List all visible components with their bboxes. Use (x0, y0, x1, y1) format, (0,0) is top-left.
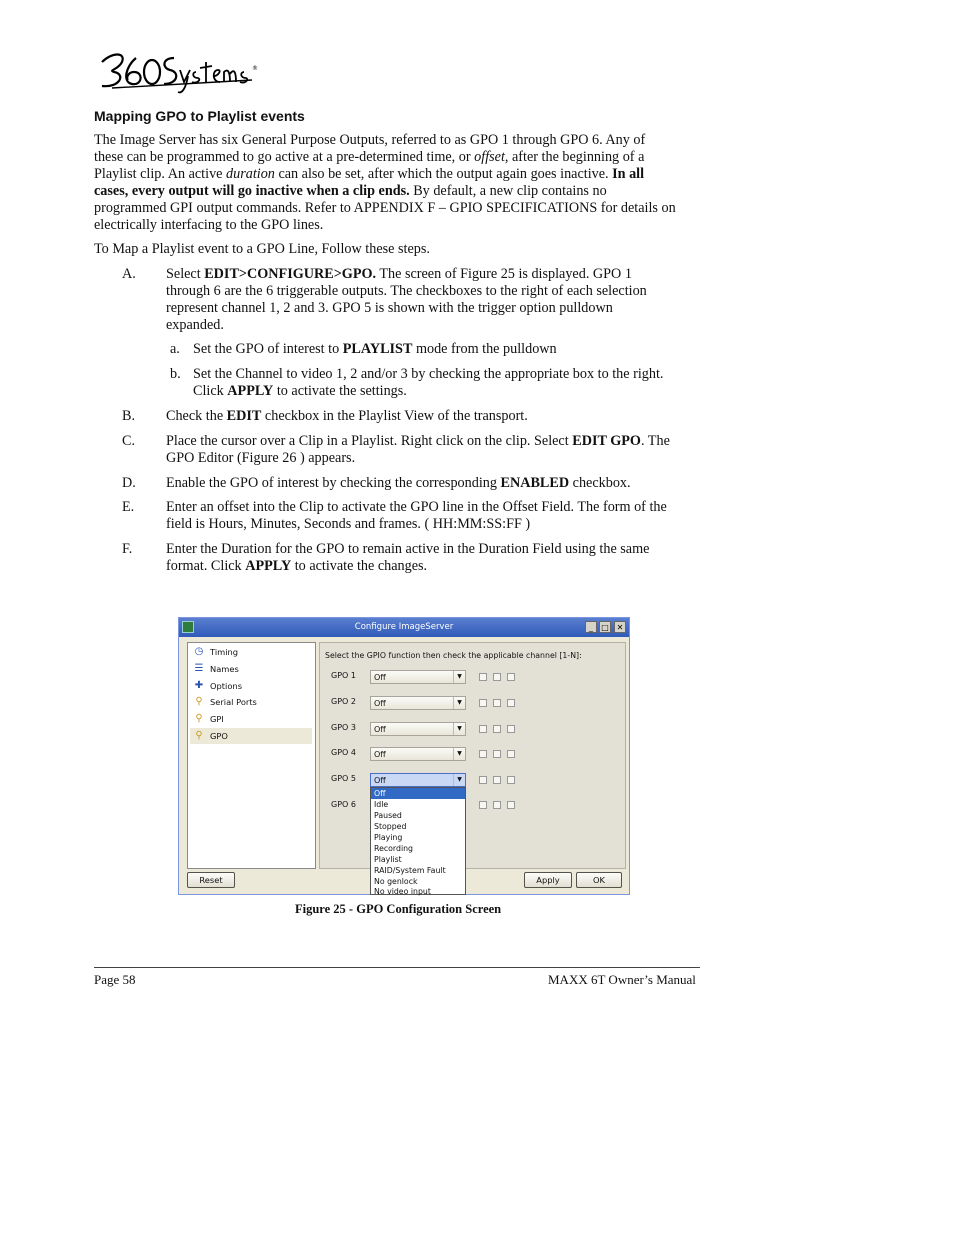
ok-button[interactable]: OK (576, 872, 622, 888)
gpo-2-channel-3-checkbox[interactable] (507, 699, 515, 707)
intro-line-6: electrically interfacing to the GPO lines. (94, 217, 324, 233)
window-title: Configure ImageServer (354, 622, 454, 632)
gpo-5-select[interactable]: Off ▼ (370, 773, 466, 787)
gpo-6-channel-1-checkbox[interactable] (479, 801, 487, 809)
port-icon: ⚲ (195, 696, 203, 707)
step-letter-A: A. (122, 266, 136, 282)
gpo-4-channel-1-checkbox[interactable] (479, 750, 487, 758)
footer-divider (94, 967, 700, 968)
nav-item-gpo[interactable]: ⚲ GPO (190, 728, 312, 744)
step-letter-F: F. (122, 541, 133, 557)
dropdown-option-stopped[interactable]: Stopped (374, 822, 407, 831)
gpo-4-channel-3-checkbox[interactable] (507, 750, 515, 758)
settings-nav-panel (187, 642, 316, 869)
step-B-text: Check the EDIT checkbox in the Playlist View of the transport. (166, 408, 528, 424)
gpo-1-channel-2-checkbox[interactable] (493, 673, 501, 681)
gpo-6-channel-2-checkbox[interactable] (493, 801, 501, 809)
dropdown-option-raid-system-fault[interactable]: RAID/System Fault (374, 866, 446, 875)
gpo-5-channel-3-checkbox[interactable] (507, 776, 515, 784)
configure-window-screenshot (178, 617, 630, 895)
chevron-down-icon: ▼ (453, 748, 465, 760)
nav-item-timing[interactable]: ◷ Timing (194, 646, 239, 657)
chevron-down-icon: ▼ (453, 723, 465, 735)
gpo-5-dropdown-list (370, 787, 466, 895)
gpo-2-select[interactable]: Off ▼ (370, 696, 466, 710)
step-D-text: Enable the GPO of interest by checking the corresponding ENABLED checkbox. (166, 475, 631, 491)
gpo-5-channel-2-checkbox[interactable] (493, 776, 501, 784)
chevron-down-icon: ▼ (453, 774, 465, 786)
nav-item-serial-ports[interactable]: ⚲ Serial Ports (190, 694, 312, 710)
maximize-button[interactable]: □ (599, 621, 611, 633)
step-letter-C: C. (122, 433, 136, 449)
minimize-button[interactable]: _ (585, 621, 597, 633)
step-C-text: Place the cursor over a Clip in a Playlist. Right click on the clip. Select EDIT GPO. The GPO Editor (Figure 26 ) appears. (166, 433, 670, 466)
nav-item-options[interactable]: ✚ Options (194, 680, 243, 691)
step-letter-a: a. (170, 341, 180, 357)
gpo-6-label: GPO 6 (331, 800, 356, 809)
gpo-1-label: GPO 1 (331, 671, 356, 680)
dropdown-option-idle[interactable]: Idle (374, 800, 389, 809)
nav-item-names[interactable]: ☰ Names (194, 663, 239, 674)
gpo-6-channel-3-checkbox[interactable] (507, 801, 515, 809)
dropdown-option-no-video-input[interactable]: No video input (374, 887, 431, 896)
chevron-down-icon: ▼ (453, 671, 465, 683)
dropdown-option-recording[interactable]: Recording (374, 844, 413, 853)
window-titlebar (179, 618, 629, 637)
gpo-3-select[interactable]: Off ▼ (370, 722, 466, 736)
reset-button[interactable]: Reset (187, 872, 235, 888)
dropdown-option-playing[interactable]: Playing (374, 833, 403, 842)
puzzle-icon: ✚ (194, 680, 204, 691)
gpo-3-channel-1-checkbox[interactable] (479, 725, 487, 733)
dropdown-option-paused[interactable]: Paused (374, 811, 402, 820)
step-letter-E: E. (122, 499, 135, 515)
intro-line-3: Playlist clip. An active duration can also be set, after which the output again goes inactive. In all (94, 166, 645, 182)
gpo-5-label: GPO 5 (331, 774, 356, 783)
gpo-2-label: GPO 2 (331, 697, 356, 706)
gpo-1-select[interactable]: Off ▼ (370, 670, 466, 684)
intro-paragraph (94, 132, 714, 234)
dropdown-option-no-genlock[interactable]: No genlock (374, 877, 418, 886)
intro-line-2: these can be programmed to go active at a pre-determined time, or offset, after the beginning of a (94, 149, 645, 165)
nav-item-gpi[interactable]: ⚲ GPI (190, 711, 312, 727)
gpo-3-label: GPO 3 (331, 723, 356, 732)
step-E-text: Enter an offset into the Clip to activate the GPO line in the Offset Field. The form of the field is Hours, Minutes, Seconds and frames. ( HH:MM:SS:FF ) (166, 499, 667, 532)
gpo-5-channel-1-checkbox[interactable] (479, 776, 487, 784)
to-map-text: To Map a Playlist event to a GPO Line, Follow these steps. (94, 241, 430, 257)
intro-line-1: The Image Server has six General Purpose Outputs, referred to as GPO 1 through GPO 6. Any of (94, 132, 646, 148)
app-icon (182, 621, 194, 633)
step-b-text: Set the Channel to video 1, 2 and/or 3 by checking the appropriate box to the right. Click APPLY to activate the settings. (193, 366, 664, 399)
registered-mark: ® (252, 65, 258, 72)
manual-title: MAXX 6T Owner’s Manual (548, 972, 696, 987)
gpio-instruction: Select the GPIO function then check the applicable channel [1-N]: (325, 651, 582, 660)
gpo-4-select[interactable]: Off ▼ (370, 747, 466, 761)
gpo-4-channel-2-checkbox[interactable] (493, 750, 501, 758)
gpo-2-channel-2-checkbox[interactable] (493, 699, 501, 707)
gpo-3-channel-3-checkbox[interactable] (507, 725, 515, 733)
clock-icon: ◷ (194, 646, 204, 657)
dropdown-option-off[interactable]: Off (371, 788, 465, 799)
gpo-settings-panel (319, 642, 626, 869)
figure-caption: Figure 25 - GPO Configuration Screen (295, 902, 502, 916)
dropdown-option-playlist[interactable]: Playlist (374, 855, 402, 864)
list-icon: ☰ (194, 663, 204, 674)
step-letter-B: B. (122, 408, 136, 424)
chevron-down-icon: ▼ (453, 697, 465, 709)
step-F-text: Enter the Duration for the GPO to remain active in the Duration Field using the same format. Click APPLY to activate the changes. (166, 541, 650, 574)
gpo-3-channel-2-checkbox[interactable] (493, 725, 501, 733)
intro-line-4: cases, every output will go inactive when a clip ends. By default, a new clip contains no (94, 183, 607, 199)
step-A-text: Select EDIT>CONFIGURE>GPO. The screen of Figure 25 is displayed. GPO 1 through 6 are the 6 triggerable outputs. The checkboxes to the right of each selection represent channel 1, 2 and 3. GPO 5 is shown with the trigger option pulldown expanded. (166, 266, 647, 333)
apply-button[interactable]: Apply (524, 872, 572, 888)
intro-line-5: programmed GPI output commands. Refer to APPENDIX F – GPIO SPECIFICATIONS for details on (94, 200, 676, 216)
gpo-2-channel-1-checkbox[interactable] (479, 699, 487, 707)
step-letter-b: b. (170, 366, 181, 382)
step-a-text: Set the GPO of interest to PLAYLIST mode from the pulldown (193, 341, 557, 357)
gpi-icon: ⚲ (195, 713, 203, 724)
gpo-1-channel-3-checkbox[interactable] (507, 673, 515, 681)
company-logo (92, 44, 262, 96)
gpo-4-label: GPO 4 (331, 748, 356, 757)
gpo-1-channel-1-checkbox[interactable] (479, 673, 487, 681)
section-heading: Mapping GPO to Playlist events (94, 108, 305, 124)
gpo-icon: ⚲ (195, 730, 203, 741)
page-number: Page 58 (94, 972, 136, 987)
close-button[interactable]: ✕ (614, 621, 626, 633)
step-letter-D: D. (122, 475, 136, 491)
